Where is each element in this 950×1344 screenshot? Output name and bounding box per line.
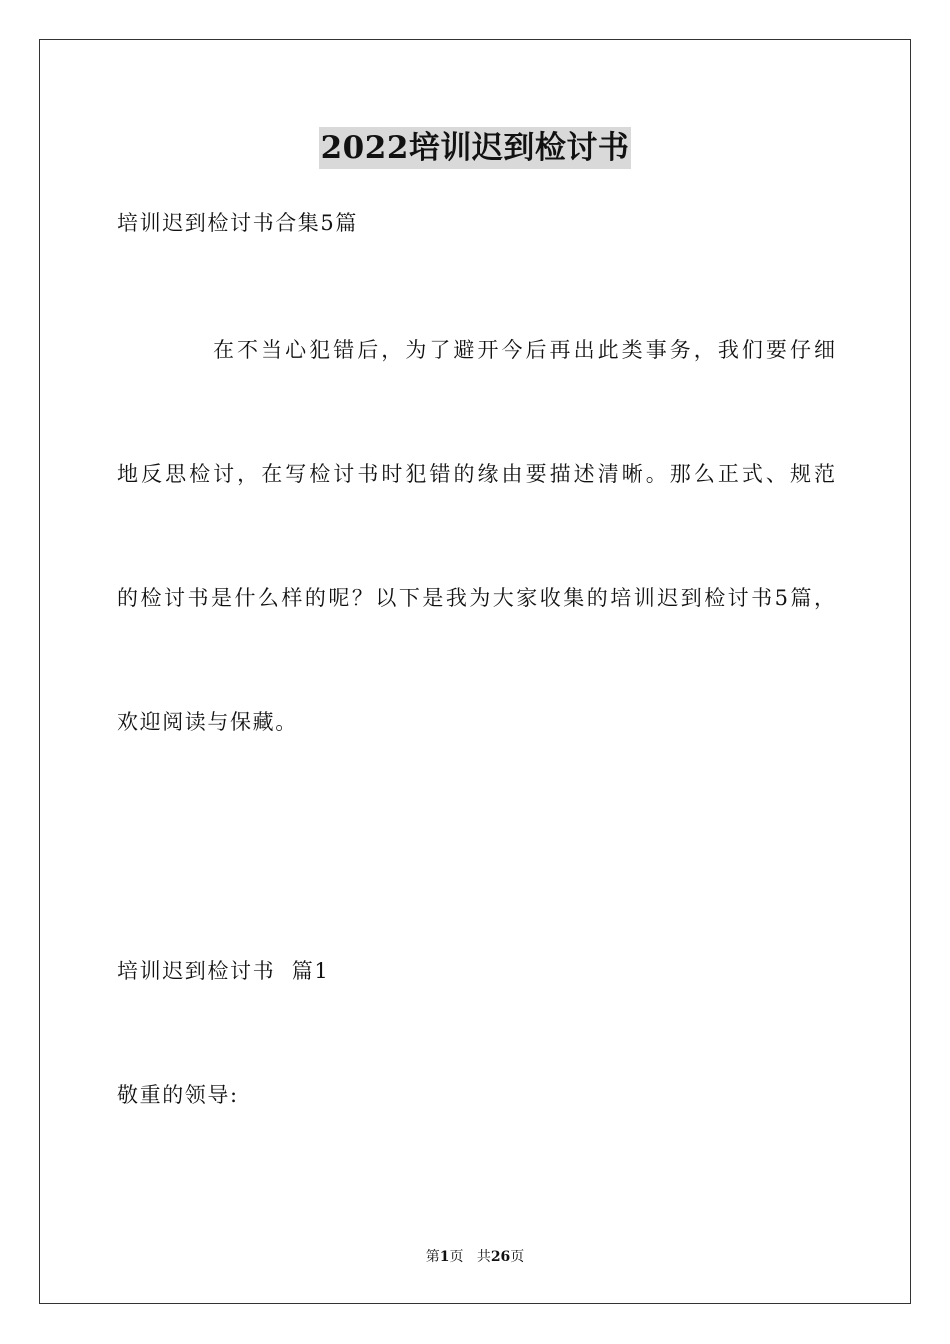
footer-total-suffix: 页 (510, 1249, 525, 1265)
footer-total-pages: 26 (490, 1249, 511, 1265)
intro-line-2: 地反思检讨，在写检讨书时犯错的缘由要描述清晰。那么正式、规范 (117, 462, 835, 486)
footer-page-prefix: 第 (425, 1249, 440, 1265)
intro-line-1: 在不当心犯错后，为了避开今后再出此类事务，我们要仔细 (213, 338, 835, 362)
title-container (0, 127, 950, 169)
section-heading: 培训迟到检讨书 篇1 (117, 959, 330, 983)
document-subtitle: 培训迟到检讨书合集5篇 (117, 211, 358, 235)
footer-page-suffix: 页 (449, 1249, 464, 1265)
salutation: 敬重的领导: (117, 1083, 239, 1107)
document-title: 2022培训迟到检讨书 (319, 127, 632, 169)
intro-line-3: 的检讨书是什么样的呢？以下是我为大家收集的培训迟到检讨书5篇， (117, 586, 835, 610)
footer-page-number: 1 (439, 1249, 450, 1265)
footer-total-prefix: 共 (476, 1249, 491, 1265)
intro-line-4: 欢迎阅读与保藏。 (117, 710, 298, 734)
page-footer (0, 1248, 950, 1266)
